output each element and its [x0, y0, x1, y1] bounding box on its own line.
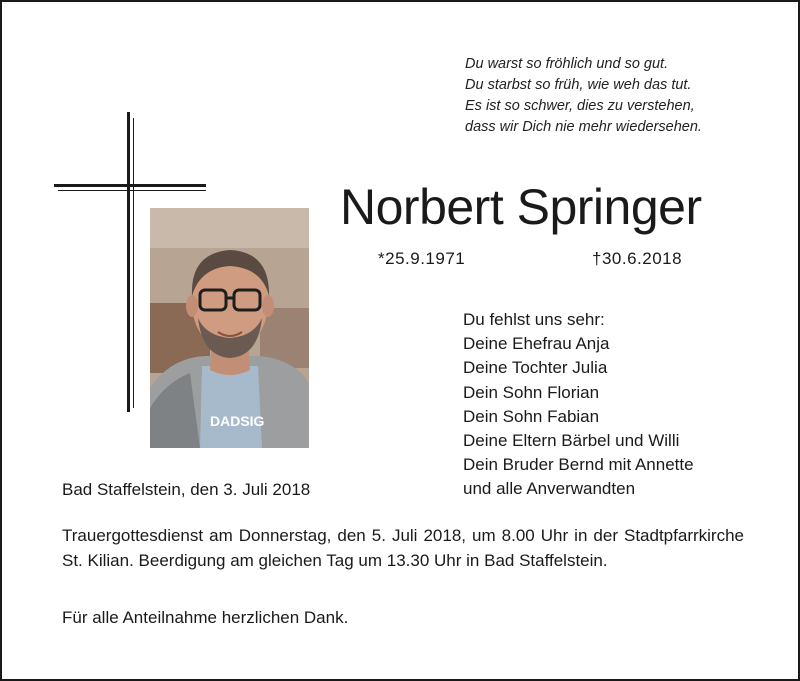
family-member: Deine Ehefrau Anja	[463, 334, 610, 354]
death-date: †30.6.2018	[592, 249, 683, 268]
deceased-name: Norbert Springer	[340, 179, 702, 235]
birth-date: *25.9.1971	[378, 249, 466, 268]
portrait-photo	[150, 208, 309, 448]
family-list	[463, 308, 694, 502]
family-intro: Du fehlst uns sehr:	[463, 310, 605, 329]
funeral-service-text: Trauergottesdienst am Donnerstag, den 5. Juli 2018, um 8.00 Uhr in der Stadtpfarrkirche St. Kilian. Beerdigung am gleichen Tag um 13.30 Uhr in Bad Staffelstein.	[62, 526, 744, 570]
thanks-text: Für alle Anteilnahme herzlichen Dank.	[62, 608, 349, 627]
poem-line: Du starbst so früh, wie weh das tut.	[465, 77, 692, 93]
family-member: Dein Sohn Fabian	[463, 406, 600, 426]
family-member: Dein Bruder Bernd mit Annette	[463, 455, 694, 475]
poem-line: Du warst so fröhlich und so gut.	[465, 56, 669, 72]
poem-line: Es ist so schwer, dies zu verstehen,	[465, 98, 695, 114]
place-date: Bad Staffelstein, den 3. Juli 2018	[62, 480, 311, 499]
family-member: Dein Sohn Florian	[463, 382, 600, 402]
family-member: Deine Eltern Bärbel und Willi	[463, 431, 680, 451]
family-member: und alle Anverwandten	[463, 479, 636, 499]
family-member: Deine Tochter Julia	[463, 358, 608, 378]
shirt-print: DADSIG	[210, 413, 265, 429]
memorial-poem	[465, 54, 702, 138]
poem-line: dass wir Dich nie mehr wiedersehen.	[465, 119, 702, 135]
